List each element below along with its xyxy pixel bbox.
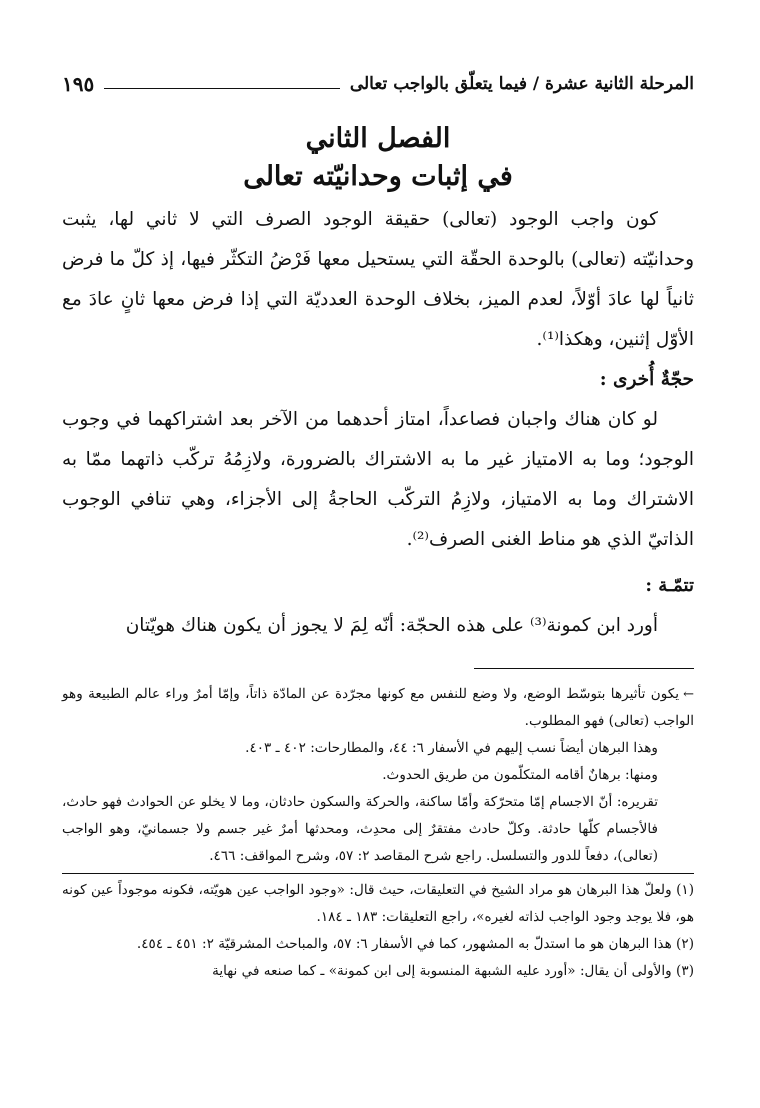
body-paragraph-3: أورد ابن كمونة⁽³⁾ على هذه الحجّة: أنّه لِمَ لا يجوز أن يكون هناك هويّتان xyxy=(125,615,658,636)
page-number: ١٩٥ xyxy=(62,72,95,96)
body-paragraph-1: كون واجب الوجود (تعالى) حقيقة الوجود الصرف التي لا ثاني لها، يثبت وحدانيّته (تعالى) بالوحدة الحقّة التي يستحيل معها فَرْضُ التكثّر فيها، إذ كلّ ما فرض ثانياً لها عادَ أوّلاً، لعدم الميز، بخلاف الوحدة العدديّة التي إذا فرض معها ثانٍ عادَ مع الأوّل إثنين، وهكذا⁽¹⁾. xyxy=(62,209,694,350)
body-text xyxy=(62,200,694,646)
footnote-continuation-1-text: يكون تأثيرها بتوسّط الوضع، ولا وضع للنفس مع كونها مجرّدة عن المادّة ذاتاً، وإمّا أمرٌ وراء عالم الطبيعة وهو الواجب (تعالى) فهو المطلوب. xyxy=(62,686,694,729)
chapter-subtitle: في إثبات وحدانيّته تعالى xyxy=(243,161,513,192)
footnote-continuation-2: وهذا البرهان أيضاً نسب إليهم في الأسفار ٦: ٤٤، والمطارحات: ٤٠٢ ـ ٤٠٣. xyxy=(245,740,658,756)
body-paragraph-2: لو كان هناك واجبان فصاعداً، امتاز أحدهما من الآخر بعد اشتراكهما في وجوب الوجود؛ وما به الامتياز غير ما به الاشتراك بالضرورة، ولازِمُهُ تركّب ذاتهما ممّا به الاشتراك وما به الامتياز، ولازِمُ التركّب الحاجةُ إلى الأجزاء، وهي تنافي الوجوب الذاتيّ الذي هو مناط الغنى الصرف⁽²⁾. xyxy=(62,409,694,550)
footnote-3: (٣) والأولى أن يقال: «أورد عليه الشبهة المنسوبة إلى ابن كمونة» ـ كما صنعه في نهاية xyxy=(212,963,694,979)
section-heading-supplement: تتمّـة : xyxy=(645,575,694,596)
footnote-2: (٢) هذا البرهان هو ما استدلّ به المشهور، كما في الأسفار ٦: ٥٧، والمباحث المشرقيّة ٢: ٤٥١ ـ ٤٥٤. xyxy=(136,936,694,952)
footnote-continuation-4: تقريره: أنّ الاجسام إمّا متحرّكة وأمّا ساكنة، والحركة والسكون حادثان، وما لا يخلو عن الحوادث فهو حادث، فالأجسام كلّها حادثة. وكلّ حادث مفتقرٌ إلى محدِث، ومحدثها أمرٌ غير جسم ولا جسمانيّ، وهو الواجب (تعالى)، دفعاً للدور والتسلسل. راجع شرح المقاصد ٢: ٥٧، وشرح المواقف: ٤٦٦. xyxy=(62,794,658,864)
running-title: المرحلة الثانية عشرة / فيما يتعلّق بالواجب تعالى xyxy=(349,74,694,94)
footnote-continuation-1 xyxy=(62,681,694,735)
continuation-arrow-icon: ← xyxy=(683,687,694,702)
footnotes xyxy=(62,681,694,985)
header-rule xyxy=(104,88,340,89)
section-heading-another-proof: حجّةٌ أُخرى : xyxy=(599,369,694,390)
footnote-1: (١) ولعلّ هذا البرهان هو مراد الشيخ في التعليقات، حيث قال: «وجود الواجب عين هويّته، فكونه موجوداً عين كونه هو، فلا يوجد وجود الواجب لذاته لغيره»، راجع التعليقات: ١٨٣ ـ ١٨٤. xyxy=(62,882,694,925)
footnote-continuation-3: ومنها: برهانٌ أقامه المتكلّمون من طريق الحدوث. xyxy=(382,767,658,783)
footnote-separator xyxy=(474,668,694,669)
running-header xyxy=(62,66,694,96)
footnote-divider xyxy=(62,873,694,874)
chapter-title: الفصل الثاني xyxy=(305,123,451,154)
